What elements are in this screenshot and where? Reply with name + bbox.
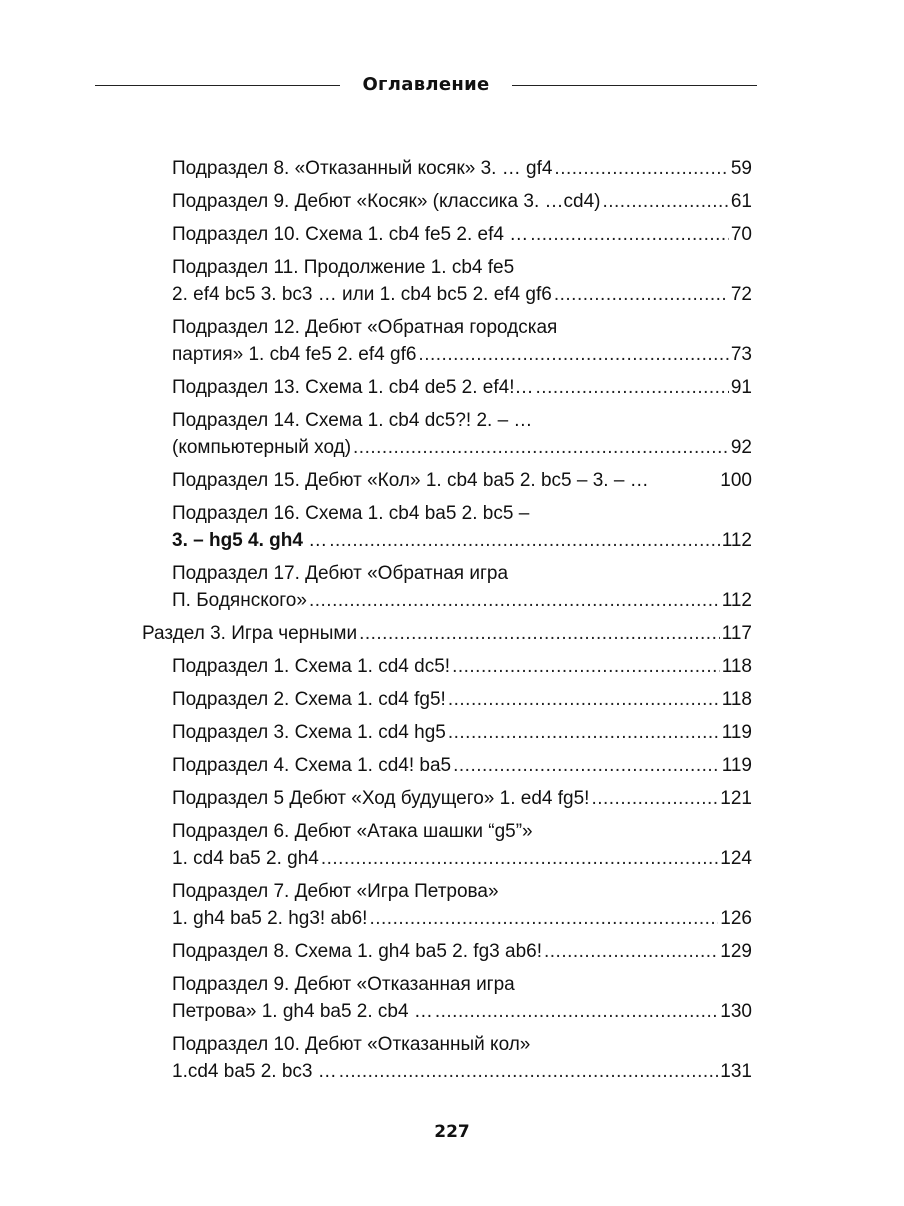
header-title: Оглавление xyxy=(362,74,490,95)
leader-dots xyxy=(452,653,720,680)
leader-dots xyxy=(329,527,719,554)
leader-dots xyxy=(435,998,718,1025)
leader-dots xyxy=(544,938,718,965)
page-number: 112 xyxy=(721,590,752,611)
leader-dots xyxy=(369,905,718,932)
toc-entry: Подраздел 6. Дебют «Атака шашки “g5”» 1. cd4 ba5 2. gh4 ..... 124 xyxy=(172,818,752,872)
toc-entry: Подраздел 4. Схема 1. cd4! ba5 ..... 119 xyxy=(172,752,752,779)
leader-dots xyxy=(530,221,729,248)
toc-entry: Подраздел 9. Дебют «Отказанная игра Петрова» 1. gh4 ba5 2. cb4 … ..... 130 xyxy=(172,971,752,1025)
leader-dots xyxy=(453,752,720,779)
page-number: 119 xyxy=(721,722,752,743)
toc-entry: Подраздел 13. Схема 1. cb4 de5 2. ef4!… ..... 91 xyxy=(172,374,752,401)
header-rule-right xyxy=(512,85,757,86)
toc-entry: Подраздел 7. Дебют «Игра Петрова» 1. gh4 ba5 2. hg3! ab6! ..... 126 xyxy=(172,878,752,932)
page-number: 118 xyxy=(721,689,752,710)
page-number: 59 xyxy=(730,158,752,179)
bold-moves: 3. – hg5 4. gh4 xyxy=(172,530,303,551)
toc-entry: Подраздел 15. Дебют «Кол» 1. cb4 ba5 2. bc5 – 3. – … 100 xyxy=(172,467,752,494)
leader-dots xyxy=(353,434,729,461)
toc-entry: Подраздел 8. Схема 1. gh4 ba5 2. fg3 ab6! ..... 129 xyxy=(172,938,752,965)
toc-entry: Подраздел 2. Схема 1. cd4 fg5! ..... 118 xyxy=(172,686,752,713)
toc-entry: Подраздел 1. Схема 1. cd4 dc5! ..... 118 xyxy=(172,653,752,680)
toc-entry: Подраздел 14. Схема 1. cb4 dc5?! 2. – … (компьютерный ход) ..... 92 xyxy=(172,407,752,461)
page-number: 72 xyxy=(730,284,752,305)
toc-entry: Подраздел 10. Дебют «Отказанный кол» 1.cd4 ba5 2. bc3 … ..... 131 xyxy=(172,1031,752,1085)
toc-entry: Подраздел 5 Дебют «Ход будущего» 1. ed4 fg5! ..... 121 xyxy=(172,785,752,812)
page-number: 112 xyxy=(721,530,752,551)
toc-entry: Подраздел 12. Дебют «Обратная городская партия» 1. cb4 fe5 2. ef4 gf6 ..... 73 xyxy=(172,314,752,368)
toc-entry: Подраздел 16. Схема 1. cb4 ba5 2. bc5 – 3. – hg5 4. gh4 … ..... 112 xyxy=(172,500,752,554)
page-number: 100 xyxy=(720,470,752,491)
leader-dots xyxy=(602,188,728,215)
leader-dots xyxy=(536,374,729,401)
folio-page-number: 227 xyxy=(434,1122,470,1142)
page-number: 124 xyxy=(720,848,752,869)
toc-entry: Подраздел 17. Дебют «Обратная игра П. Бодянского» ..... 112 xyxy=(172,560,752,614)
leader-dots xyxy=(554,281,729,308)
leader-dots xyxy=(591,785,718,812)
page-number: 70 xyxy=(730,224,752,245)
toc-entry: Подраздел 3. Схема 1. cd4 hg5 ..... 119 xyxy=(172,719,752,746)
page-number: 92 xyxy=(730,437,752,458)
leader-dots xyxy=(448,719,720,746)
toc-entry: Подраздел 9. Дебют «Косяк» (классика 3. …cd4) ..... 61 xyxy=(172,188,752,215)
page-number: 126 xyxy=(720,908,752,929)
table-of-contents xyxy=(0,155,904,1091)
page-number: 121 xyxy=(720,788,752,809)
page-number: 73 xyxy=(730,344,752,365)
page-number: 118 xyxy=(721,656,752,677)
leader-dots xyxy=(359,620,720,647)
toc-entry: Подраздел 10. Схема 1. cb4 fe5 2. ef4 … ..... 70 xyxy=(172,221,752,248)
page-number: 61 xyxy=(730,191,752,212)
leader-dots xyxy=(309,587,720,614)
page-number: 119 xyxy=(721,755,752,776)
leader-dots xyxy=(448,686,720,713)
leader-dots xyxy=(339,1058,719,1085)
page-number: 131 xyxy=(720,1061,752,1082)
toc-entry: Подраздел 11. Продолжение 1. cb4 fe5 2. ef4 bc5 3. bc3 … или 1. cb4 bc5 2. ef4 gf6 ..... 72 xyxy=(172,254,752,308)
running-header xyxy=(95,74,757,100)
page-number: 130 xyxy=(720,1001,752,1022)
leader-dots xyxy=(554,155,728,182)
page-number: 117 xyxy=(721,623,752,644)
page-number: 91 xyxy=(730,377,752,398)
leader-dots xyxy=(321,845,718,872)
page-number: 129 xyxy=(720,941,752,962)
leader-dots xyxy=(418,341,728,368)
toc-section-entry: Раздел 3. Игра черными ..... 117 xyxy=(142,620,752,647)
toc-entry: Подраздел 8. «Отказанный косяк» 3. … gf4 ..... 59 xyxy=(172,155,752,182)
